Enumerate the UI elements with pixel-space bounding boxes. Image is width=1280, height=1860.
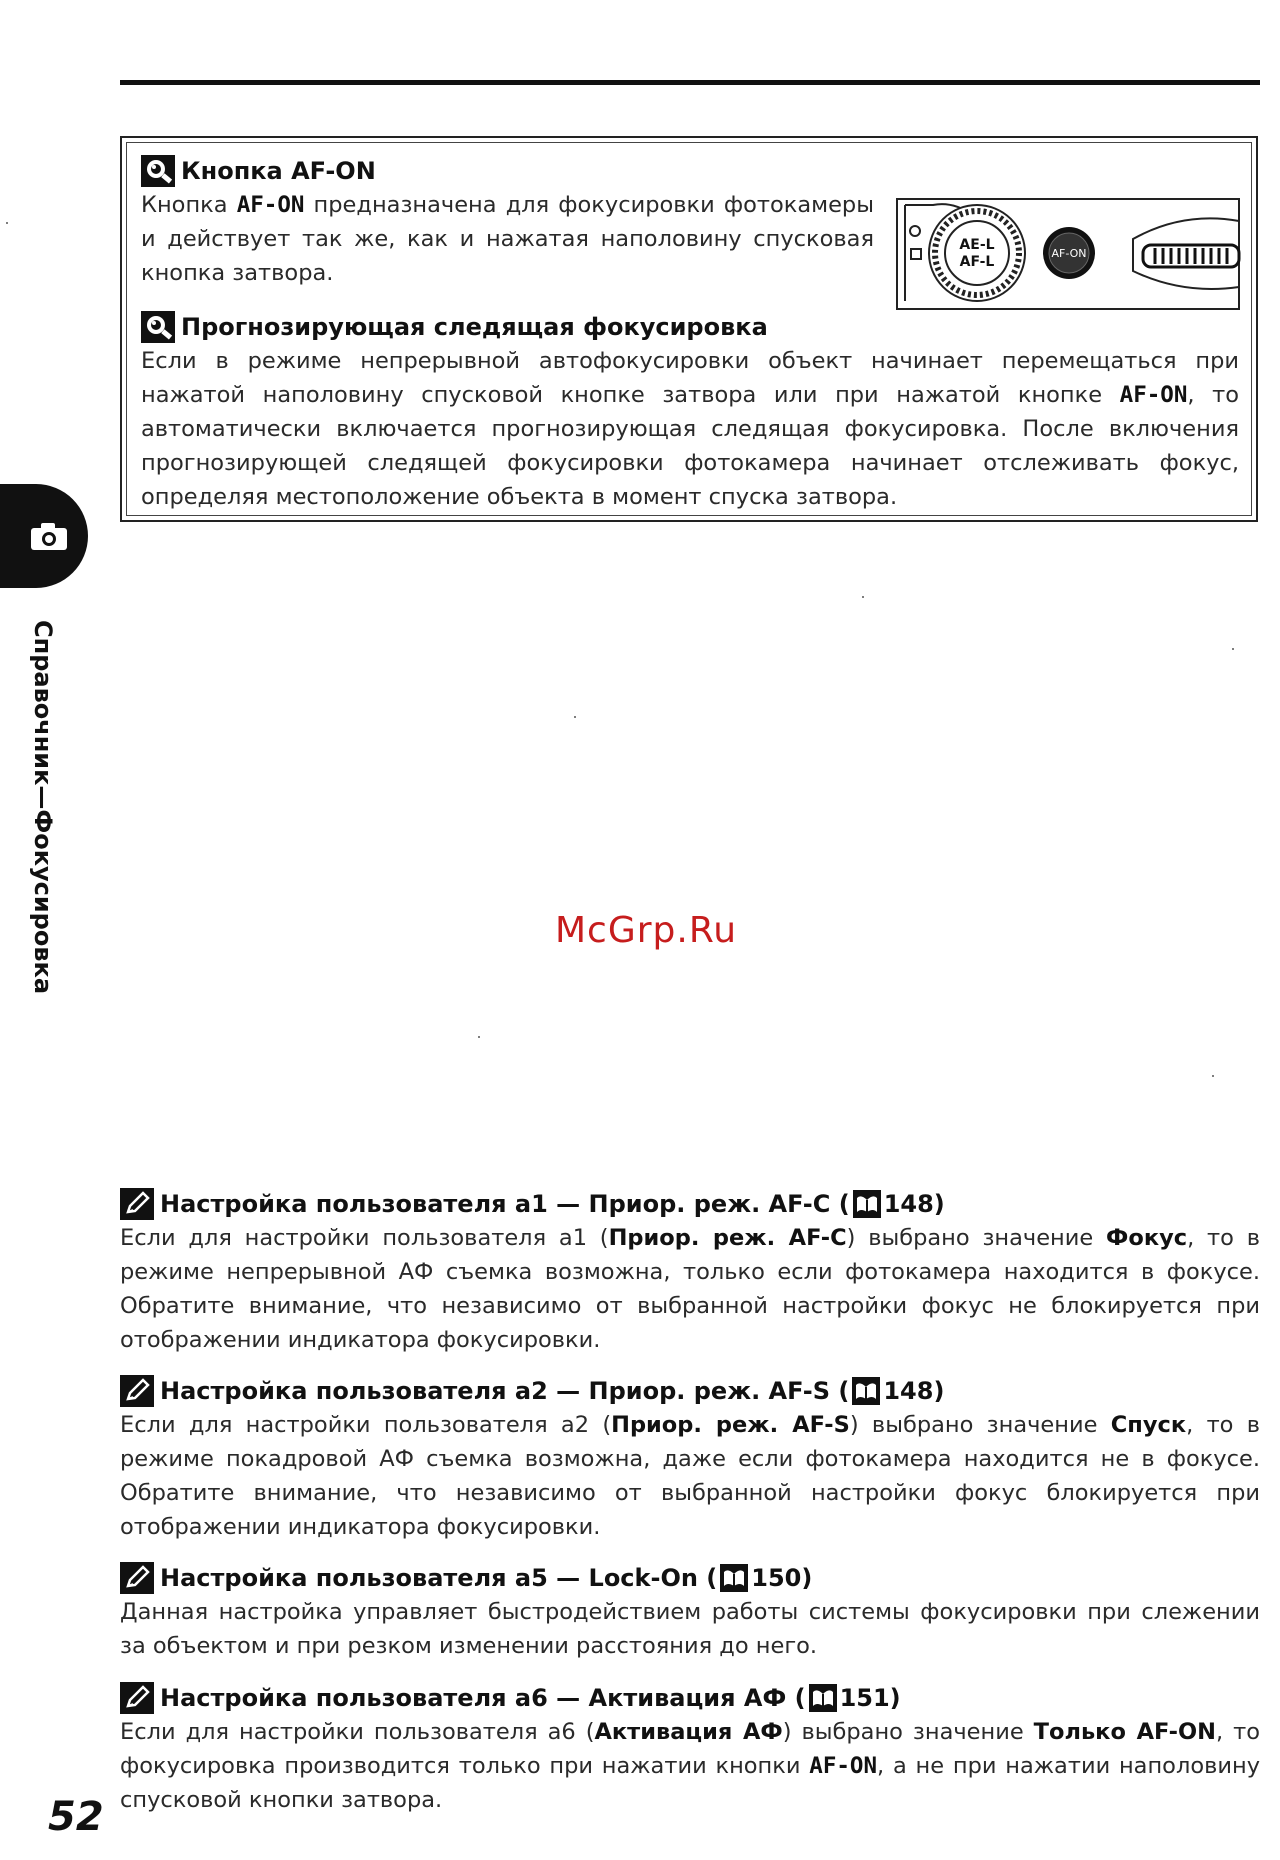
body-text: Кнопка [141,192,237,218]
button-name-text: AF-ON [236,192,305,218]
scan-speck [1212,1075,1214,1077]
body-text: Если для настройки пользователя a2 ( [120,1412,612,1438]
reference-page-icon [720,1564,748,1592]
note-heading-a1 [120,1188,945,1220]
tip-heading-predictive [141,311,768,343]
af-l-label: AF-L [959,254,995,270]
reference-page-icon [809,1684,837,1712]
scan-speck [478,1036,480,1038]
note-body-a2 [120,1408,1260,1544]
tip-body-predictive [141,344,1239,514]
body-text: ) выбрано значение [782,1719,1034,1745]
pencil-note-icon [120,1562,154,1594]
body-text: Если для настройки пользователя a1 ( [120,1225,609,1251]
note-page-ref: 148 [883,1377,934,1405]
watermark: McGrp.Ru [554,910,738,951]
body-text: Если для настройки пользователя a6 ( [120,1719,595,1745]
note-page-ref: 150 [751,1564,802,1592]
page-number: 52 [48,1794,104,1840]
tip-heading-af-on [141,155,376,187]
camera-icon [28,520,70,552]
note-heading-a6 [120,1682,901,1714]
tip-title: Кнопка AF-ON [181,157,376,185]
camera-af-on-illustration [893,191,1241,315]
body-text: , то в режиме покадровой АФ съемка возможна, даже если фотокамера находится не в фокусе. Обратите внимание, что независимо от выбранной настройки фокус блокируется при отображении индикатора фокусировки. [120,1412,1261,1540]
note-body-a1 [120,1221,1260,1357]
note-heading-a2 [120,1375,944,1407]
emphasis-text: Приор. реж. AF-C [608,1225,847,1251]
pencil-note-icon [120,1188,154,1220]
note-title: Настройка пользователя a6 — Активация АФ ( [160,1684,806,1712]
note-title: Настройка пользователя a1 — Приор. реж. AF-C ( [160,1190,850,1218]
emphasis-text: Только AF-ON [1033,1719,1216,1745]
body-text: Данная настройка управляет быстродействием работы системы фокусировки при слежении за объектом и при резком изменении расстояния до него. [120,1599,1260,1659]
body-text: , то в режиме непрерывной АФ съемка возможна, только если фотокамера находится в фокусе. Обратите внимание, что независимо от выбранной настройки фокус не блокируется при отображении индикатора фокусировки. [120,1225,1260,1353]
note-body-a5 [120,1595,1260,1663]
tip-body-af-on [141,188,874,290]
note-title-close: ) [933,1190,945,1218]
sidebar-section-tab [0,484,88,588]
header-rule [120,80,1260,85]
note-body-a6 [120,1715,1260,1817]
emphasis-text: Фокус [1106,1225,1188,1251]
af-on-button-label: AF-ON [1051,247,1087,260]
body-text: ) выбрано значение [846,1225,1107,1251]
note-title: Настройка пользователя a5 — Lock-On ( [160,1564,718,1592]
ae-l-label: AE-L [959,237,995,253]
note-page-ref: 148 [883,1190,934,1218]
emphasis-text: Спуск [1110,1412,1187,1438]
emphasis-text: Приор. реж. AF-S [611,1412,850,1438]
scan-speck [1232,648,1234,650]
sidebar-section-label: Справочник—Фокусировка [29,620,57,995]
emphasis-text: Активация АФ [594,1719,783,1745]
body-text: Если в режиме непрерывной автофокусировки объект начинает перемещаться при нажатой наполовину спусковой кнопке затвора или при нажатой кнопке [141,348,1239,408]
note-title: Настройка пользователя a2 — Приор. реж. AF-S ( [160,1377,850,1405]
button-name-text: AF-ON [809,1753,878,1779]
pencil-note-icon [120,1682,154,1714]
note-title-close: ) [801,1564,813,1592]
note-heading-a5 [120,1562,812,1594]
scan-speck [6,222,8,224]
body-text: ) выбрано значение [849,1412,1111,1438]
note-title-close: ) [933,1377,945,1405]
reference-page-icon [853,1190,881,1218]
pencil-note-icon [120,1375,154,1407]
body-text: , то фокусировка производится только при нажатии кнопки [120,1719,1260,1779]
note-title-close: ) [889,1684,901,1712]
body-text: , то автоматически включается прогнозирующая следящая фокусировка. После включения прогнозирующей следящей фокусировки фотокамера начинает отслеживать фокус, определяя местоположение объекта в момент спуска затвора. [141,382,1239,510]
scan-speck [574,716,576,718]
reference-page-icon [852,1377,880,1405]
scan-speck [862,596,864,598]
tip-title: Прогнозирующая следящая фокусировка [181,313,768,341]
magnifier-tip-icon [141,155,175,187]
note-page-ref: 151 [839,1684,890,1712]
body-text: предназначена для фокусировки фотокамеры и действует так же, как и нажатая наполовину спусковая кнопка затвора. [141,192,874,286]
magnifier-tip-icon [141,311,175,343]
button-name-text: AF-ON [1119,382,1188,408]
body-text: , а не при нажатии наполовину спусковой кнопки затвора. [120,1753,1261,1813]
